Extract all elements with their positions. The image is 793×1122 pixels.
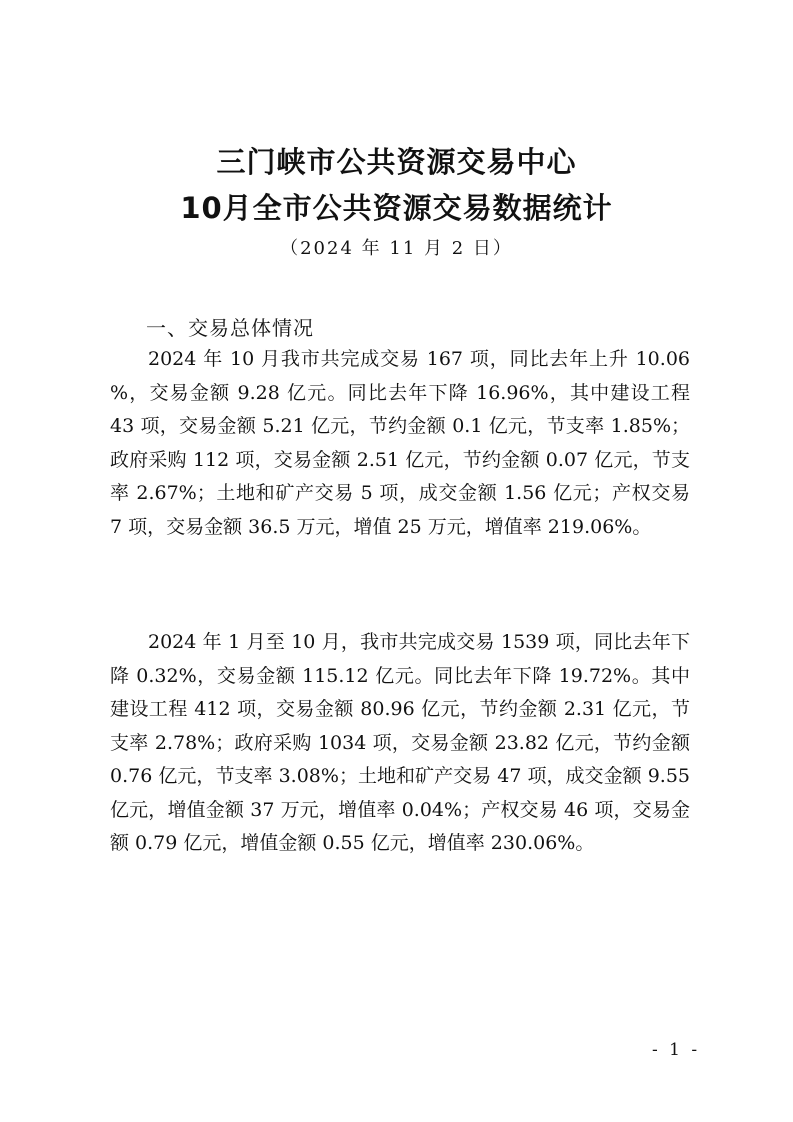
section-heading: 一、交易总体情况 [146,316,314,340]
paragraph-october-summary: 2024 年 10 月我市共完成交易 167 项，同比去年上升 10.06 %，交易金额 9.28 亿元。同比去年下降 16.96%，其中建设工程 43 项，交易金额 5.21 亿元，节约金额 0.1 亿元，节支率 1.85%；政府采购 112 项，交易金额 2.51 亿元，节约金额 0.07 亿元，节支率 2.67%；土地和矿产交易 5 项，成交金额 1.56 亿元；产权交易 7 项，交易金额 36.5 万元，增值 25 万元，增值率 219.06%。 [110,348,690,538]
paragraph-year-to-date-summary: 2024 年 1 月至 10 月，我市共完成交易 1539 项，同比去年下降 0.32%，交易金额 115.12 亿元。同比去年下降 19.72%。其中建设工程 412 项，交易金额 80.96 亿元，节约金额 2.31 亿元，节支率 2.78%；政府采购 1034 项，交易金额 23.82 亿元，节约金额 0.76 亿元，节支率 3.08%；土地和矿产交易 47 项，成交金额 9.55 亿元，增值金额 37 万元，增值率 0.04%；产权交易 46 项，交易金额 0.79 亿元，增值金额 0.55 亿元，增值率 230.06%。 [110,631,690,854]
document-title-line-2: 10月全市公共资源交易数据统计 [180,191,613,225]
page-number: - 1 - [652,1040,701,1060]
document-date: （2024 年 11 月 2 日） [280,238,513,259]
document-title-line-1: 三门峡市公共资源交易中心 [216,145,577,179]
